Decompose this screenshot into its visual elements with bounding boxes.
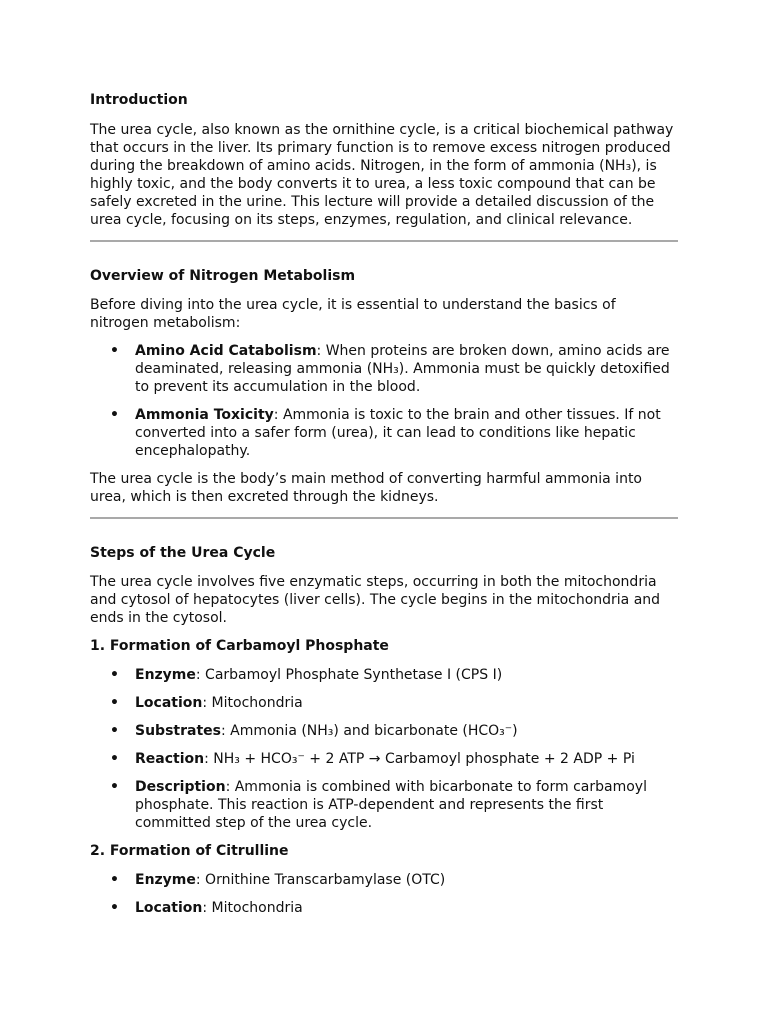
overview-closing-paragraph: The urea cycle is the body’s main method of converting harmful ammonia into urea, which is then excreted through the kidneys. [90, 471, 643, 505]
list-item [90, 899, 678, 917]
bullet-term: Location [135, 900, 203, 916]
bullet-term: Description [135, 779, 226, 795]
list-item [90, 750, 678, 768]
bullet-term: Location [135, 695, 203, 711]
step1-heading: 1. Formation of Carbamoyl Phosphate [90, 638, 389, 654]
bullet-icon: • [110, 407, 119, 423]
bullet-icon: • [110, 695, 119, 711]
steps-heading: Steps of the Urea Cycle [90, 545, 276, 561]
bullet-text: : Ammonia is toxic to the brain and other tissues. If not converted into a safer form (urea), it can lead to conditions like hepatic encephalopathy. [135, 407, 661, 459]
bullet-term: Enzyme [135, 667, 196, 683]
step1-bullet-list [90, 666, 678, 832]
steps-intro-paragraph: The urea cycle involves five enzymatic steps, occurring in both the mitochondria and cytosol of hepatocytes (liver cells). The cycle begins in the mitochondria and ends in the cytosol. [90, 574, 661, 626]
bullet-text: : Carbamoyl Phosphate Synthetase I (CPS I) [195, 667, 503, 683]
bullet-text: : Mitochondria [202, 900, 303, 916]
bullet-text: : Ornithine Transcarbamylase (OTC) [195, 872, 446, 888]
list-item [90, 722, 678, 740]
list-item [90, 342, 678, 396]
list-item [90, 871, 678, 889]
list-item [90, 666, 678, 684]
list-item [90, 406, 678, 460]
bullet-icon: • [110, 343, 119, 359]
list-item [90, 694, 678, 712]
bullet-term: Ammonia Toxicity [135, 407, 274, 423]
bullet-term: Enzyme [135, 872, 196, 888]
introduction-paragraph: The urea cycle, also known as the ornithine cycle, is a critical biochemical pathway that occurs in the liver. Its primary function is to remove excess nitrogen produced during the breakdown of amino acids. Nitrogen, in the form of ammonia (NH₃), is highly toxic, and the body converts it to urea, a less toxic compound that can be safely excreted in the urine. This lecture will provide a detailed discussion of the urea cycle, focusing on its steps, enzymes, regulation, and clinical relevance. [90, 122, 674, 228]
bullet-text: : When proteins are broken down, amino acids are deaminated, releasing ammonia (NH₃). Ammonia must be quickly detoxified to prevent its accumulation in the blood. [135, 343, 670, 395]
section-divider [90, 517, 678, 519]
introduction-heading: Introduction [90, 92, 188, 108]
bullet-text: : NH₃ + HCO₃⁻ + 2 ATP → Carbamoyl phosphate + 2 ADP + Pi [204, 751, 635, 767]
bullet-text: : Mitochondria [202, 695, 303, 711]
step2-bullet-list [90, 871, 678, 917]
list-item [90, 778, 678, 832]
overview-intro-paragraph: Before diving into the urea cycle, it is essential to understand the basics of nitrogen metabolism: [90, 297, 616, 331]
bullet-text: : Ammonia is combined with bicarbonate to form carbamoyl phosphate. This reaction is ATP-dependent and represents the first committed step of the urea cycle. [135, 779, 647, 831]
bullet-term: Amino Acid Catabolism [135, 343, 317, 359]
bullet-term: Reaction [135, 751, 205, 767]
step2-heading: 2. Formation of Citrulline [90, 843, 289, 859]
bullet-icon: • [110, 779, 119, 795]
overview-bullet-list [90, 342, 678, 460]
bullet-icon: • [110, 723, 119, 739]
bullet-icon: • [110, 667, 119, 683]
bullet-term: Substrates [135, 723, 221, 739]
section-divider [90, 240, 678, 242]
bullet-text: : Ammonia (NH₃) and bicarbonate (HCO₃⁻) [220, 723, 518, 739]
overview-heading: Overview of Nitrogen Metabolism [90, 268, 356, 284]
bullet-icon: • [110, 751, 119, 767]
bullet-icon: • [110, 872, 119, 888]
bullet-icon: • [110, 900, 119, 916]
